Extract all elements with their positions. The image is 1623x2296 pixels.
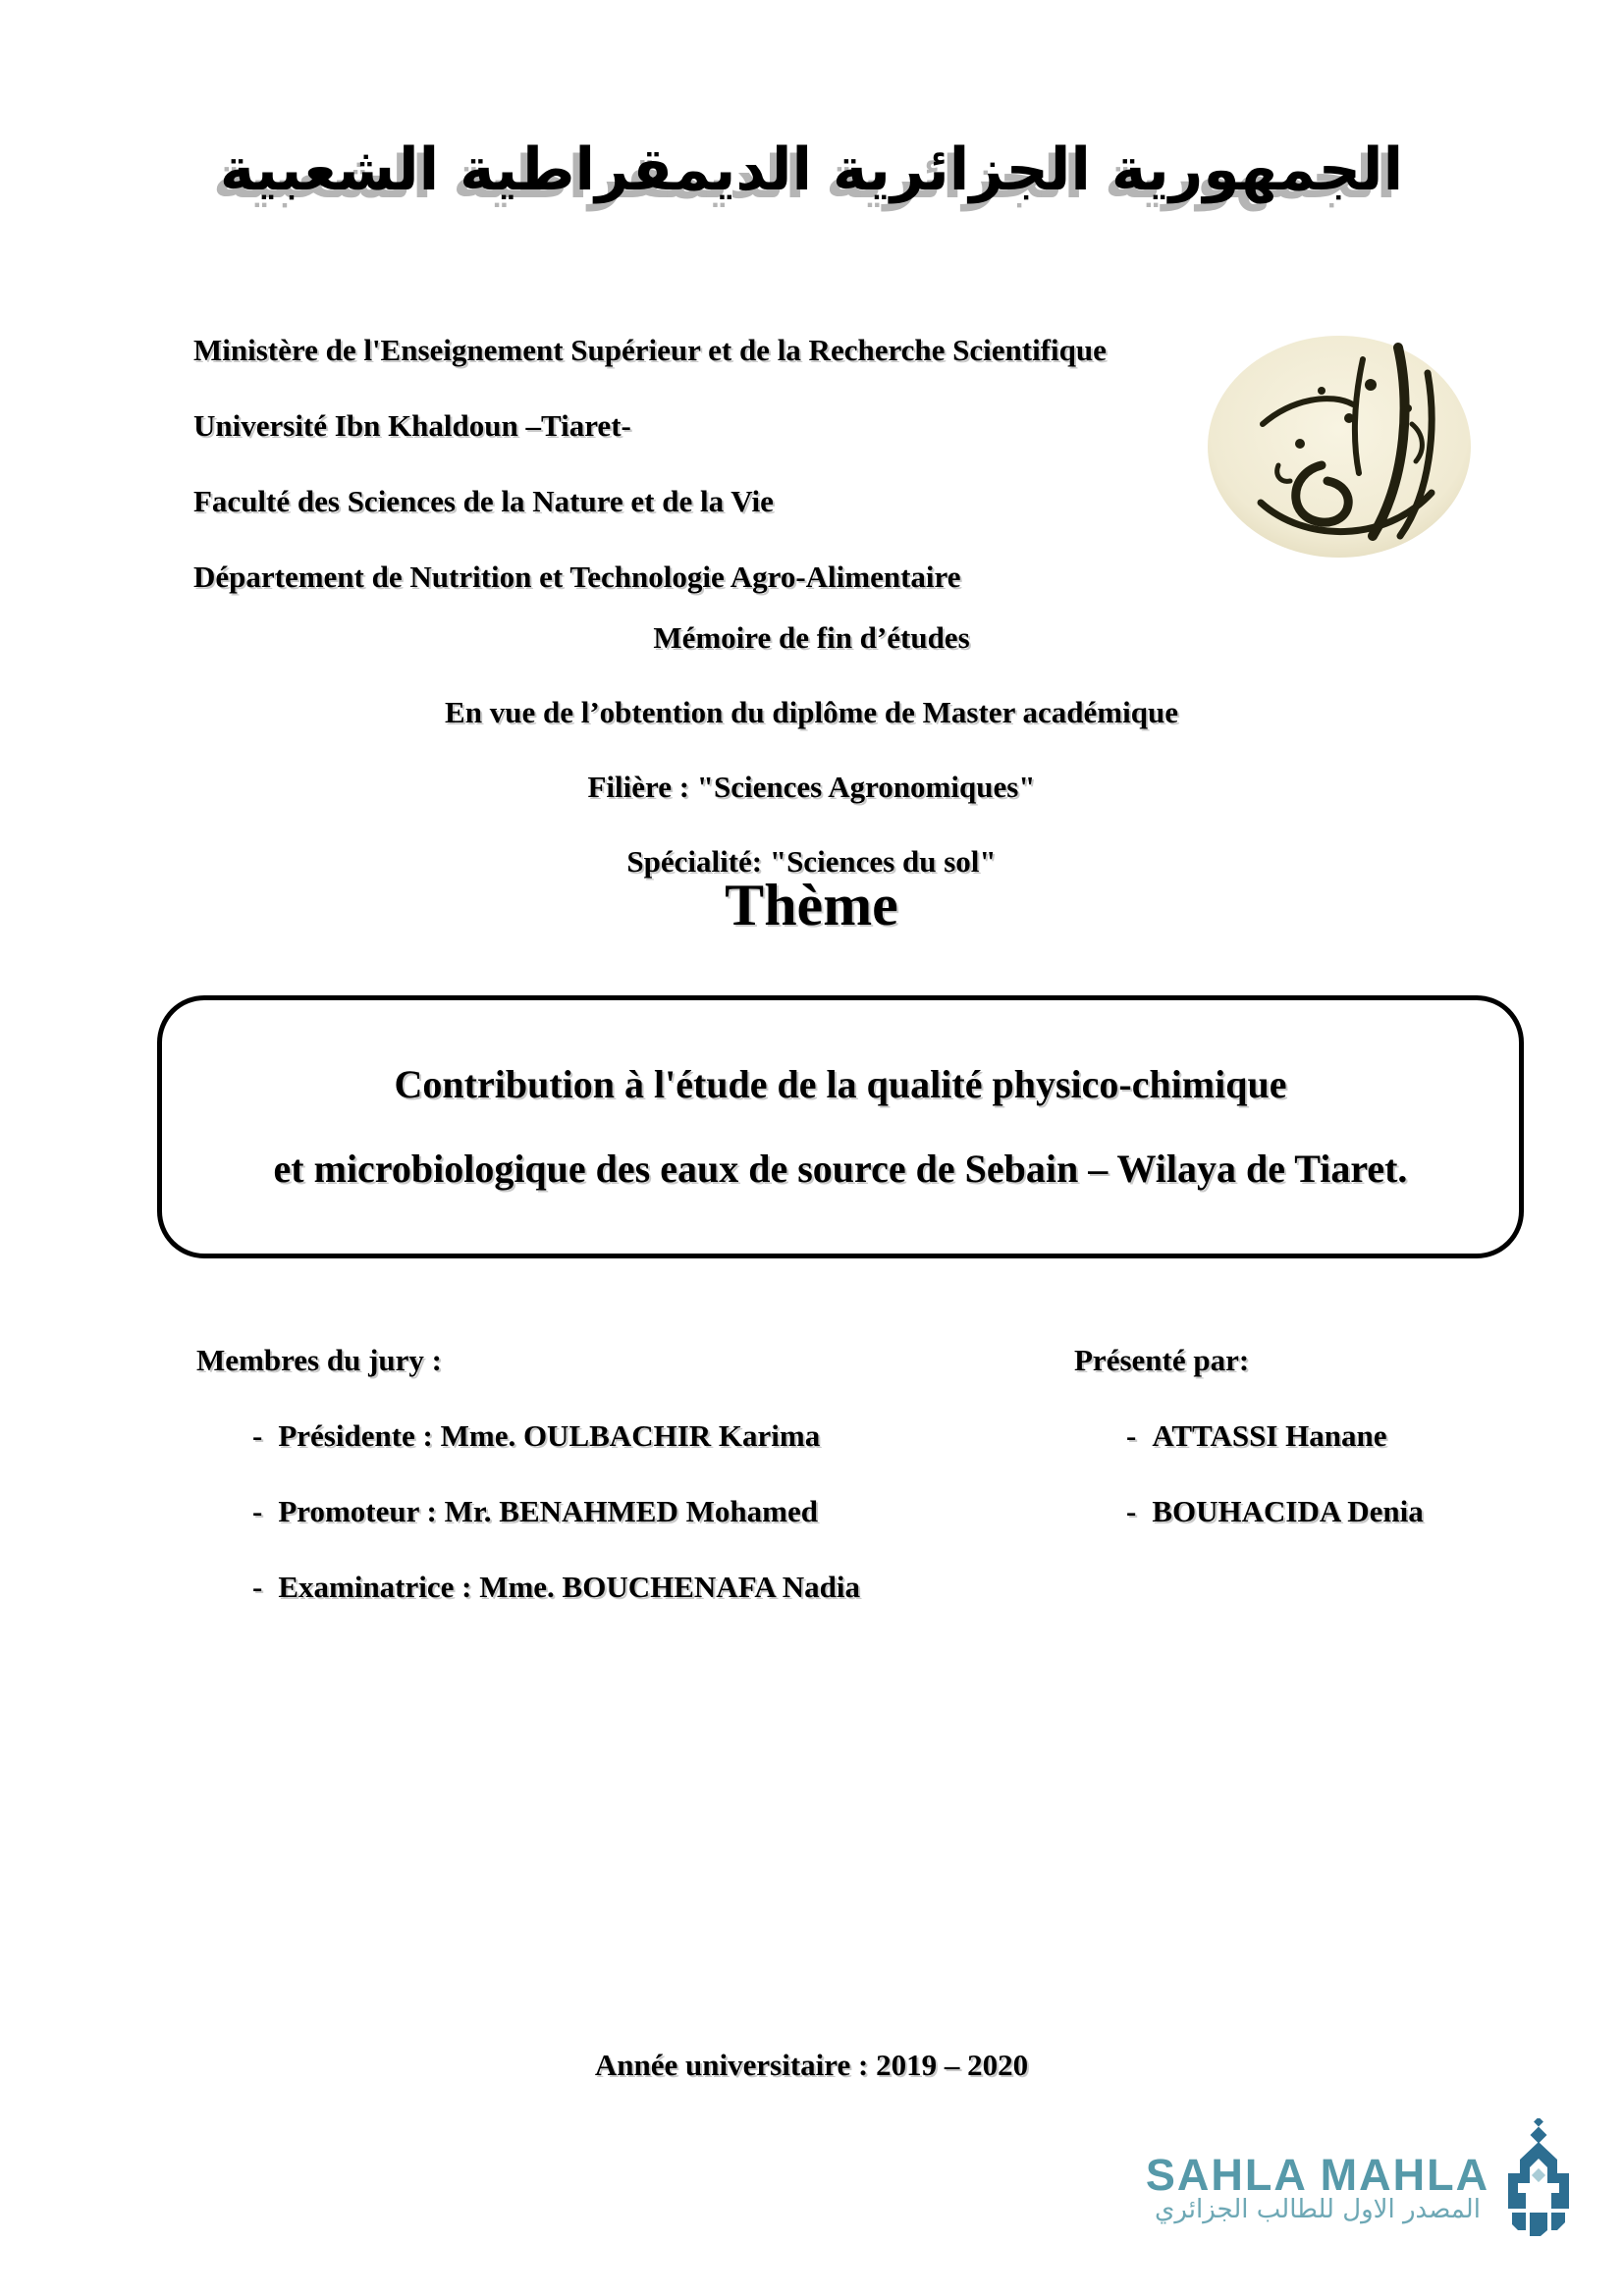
- brand-watermark: [1129, 2116, 1571, 2244]
- jury-heading: Membres du jury :: [196, 1343, 442, 1377]
- jury-member-label: Promoteur : Mr. BENAHMED Mohamed: [278, 1494, 818, 1528]
- university-seal-icon: [1206, 334, 1473, 560]
- jury-member-row: [252, 1419, 860, 1453]
- jury-member-label: Présidente : Mme. OULBACHIR Karima: [278, 1418, 821, 1453]
- department-line: Département de Nutrition et Technologie Agro-Alimentaire: [193, 560, 961, 594]
- author-list: [1126, 1419, 1424, 1528]
- university-line: Université Ibn Khaldoun –Tiaret-: [193, 408, 631, 443]
- theme-title-line2: et microbiologique des eaux de source de Sebain – Wilaya de Tiaret.: [273, 1147, 1408, 1191]
- brand-kufic-icon: [1508, 2118, 1569, 2241]
- filiere-line: Filière : "Sciences Agronomiques": [587, 770, 1036, 804]
- jury-member-list: [252, 1419, 860, 1604]
- brand-tagline-arabic: المصدر الاول للطالب الجزائري: [1155, 2195, 1481, 2224]
- theme-heading: Thème: [725, 873, 898, 937]
- dash-bullet: -: [252, 1418, 263, 1453]
- theme-title-line1: Contribution à l'étude de la qualité physico-chimique: [394, 1062, 1287, 1106]
- institution-block: [193, 312, 1107, 614]
- academic-year: Année universitaire : 2019 – 2020: [594, 2048, 1029, 2082]
- memoire-line: Mémoire de fin d’études: [653, 620, 970, 655]
- ministry-line: Ministère de l'Enseignement Supérieur et de la Recherche Scientifique: [193, 333, 1107, 367]
- dash-bullet: -: [252, 1494, 263, 1528]
- author-label: ATTASSI Hanane: [1152, 1418, 1387, 1453]
- author-row: [1126, 1419, 1424, 1453]
- brand-name: SAHLA MAHLA: [1145, 2150, 1490, 2200]
- specialite-line: Spécialité: "Sciences du sol": [626, 844, 997, 879]
- obtention-line: En vue de l’obtention du diplôme de Master académique: [445, 695, 1178, 729]
- author-row: [1126, 1495, 1424, 1528]
- faculty-line: Faculté des Sciences de la Nature et de la Vie: [193, 484, 774, 518]
- theme-title-box: [157, 995, 1524, 1258]
- republic-title-arabic: الجمهورية الجزائرية الديمقراطية الشعبية: [219, 135, 1404, 204]
- dash-bullet: -: [252, 1570, 263, 1604]
- jury-member-label: Examinatrice : Mme. BOUCHENAFA Nadia: [278, 1570, 860, 1604]
- university-seal-logo: [1206, 334, 1473, 560]
- degree-block: [0, 601, 1623, 899]
- presented-by-heading: Présenté par:: [1074, 1343, 1250, 1377]
- jury-member-row: [252, 1571, 860, 1604]
- jury-member-row: [252, 1495, 860, 1528]
- dash-bullet: -: [1126, 1418, 1137, 1453]
- dash-bullet: -: [1126, 1494, 1137, 1528]
- author-label: BOUHACIDA Denia: [1152, 1494, 1424, 1528]
- kufic-calligraphy-icon: [1508, 2118, 1569, 2236]
